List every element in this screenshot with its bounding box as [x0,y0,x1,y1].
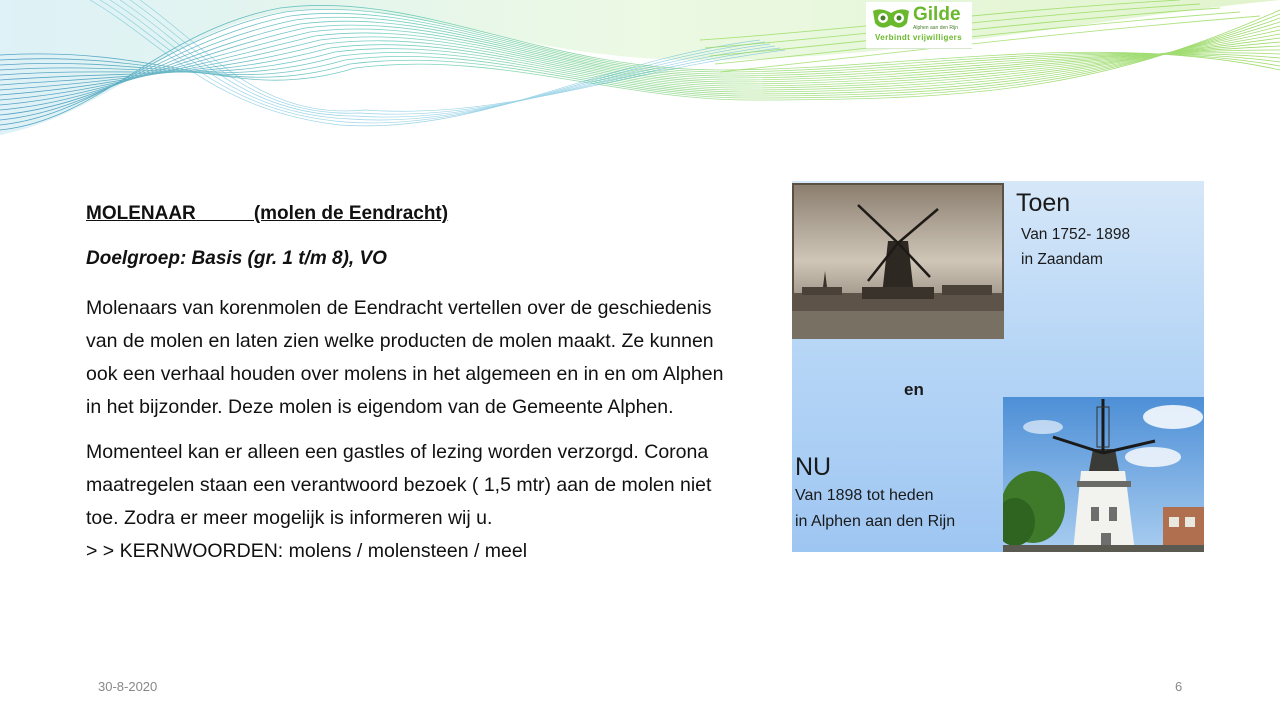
then-period: Van 1752- 1898 [1021,226,1131,243]
now-location: in Alphen aan den Rijn [795,513,956,530]
gilde-logo [866,2,972,49]
now-title: NU [795,453,832,481]
notice-paragraph: Momenteel kan er alleen een gastles of lezing worden verzorgd. Corona maatregelen staan een verantwoord bezoek ( 1,5 mtr) aan de molen niet toe. Zodra er meer mogelijk is informeren wij u. [86,441,712,529]
then-location: in Zaandam [1021,251,1103,268]
logo-place: Alphen aan den Rijn [913,25,959,31]
slide-body [86,200,726,568]
then-title: Toen [1016,189,1071,217]
logo-name: Gilde [913,4,961,25]
historic-windmill-photo [792,183,1004,339]
current-windmill-photo [1003,397,1204,552]
footer-date: 30-8-2020 [98,679,158,694]
connector-word: en [904,380,924,399]
slide-number: 6 [1175,679,1183,694]
target-group: Doelgroep: Basis (gr. 1 t/m 8), VO [86,248,387,269]
now-period: Van 1898 tot heden [795,487,934,504]
logo-tagline: Verbindt vrijwilligers [875,33,963,42]
header-wave-banner [0,0,1280,135]
owl-icon [871,7,911,31]
keywords-line: > > KERNWOORDEN: molens / molensteen / meel [86,540,528,562]
slide-heading: MOLENAAR (molen de Eendracht) [86,203,449,224]
description-paragraph: Molenaars van korenmolen de Eendracht vertellen over de geschiedenis van de molen en laten zien welke producten de molen maakt. Ze kunnen ook een verhaal houden over molens in het algemeen en in en om Alphen in het bijzonder. Deze molen is eigendom van de Gemeente Alphen. [86,297,724,418]
then-now-panel [792,181,1204,552]
